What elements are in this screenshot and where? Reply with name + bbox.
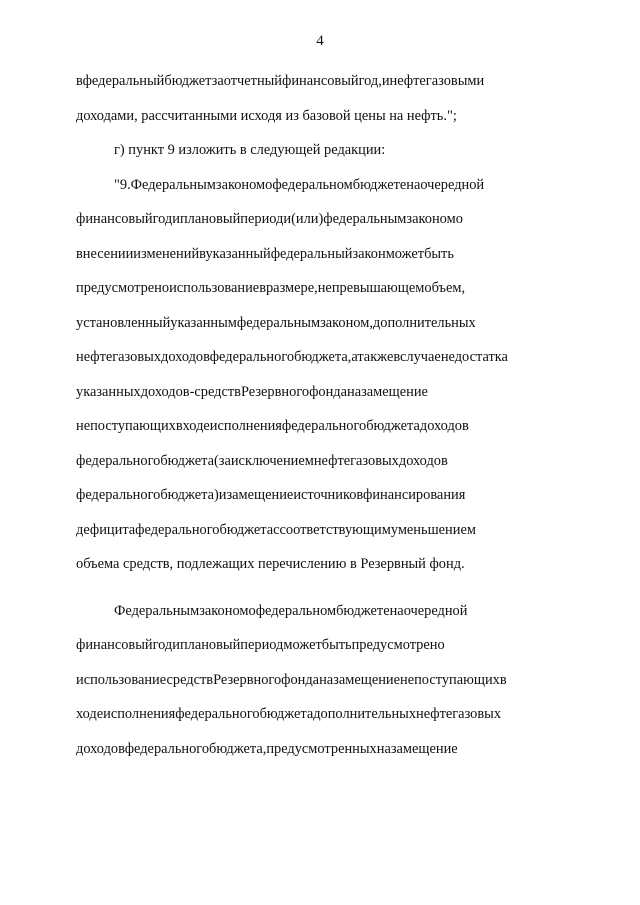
text-line-2: доходами, рассчитанными исходя из базовой цены на нефть."; (76, 107, 457, 124)
word: на (319, 671, 334, 688)
word: не (76, 418, 91, 434)
word: дефицита (76, 521, 136, 538)
word: бюджета, (294, 349, 352, 365)
text-line-13 (76, 478, 559, 513)
word: в (393, 349, 401, 365)
word: год (152, 637, 173, 653)
word: бюджета, (209, 740, 267, 757)
word: средств (166, 671, 214, 688)
word: фонда (281, 671, 320, 688)
word: бюджета (259, 706, 314, 722)
word: отчетный (223, 73, 283, 89)
word: бюджете (352, 176, 407, 193)
word: ходе (76, 706, 104, 722)
word: нефтегазовыми (389, 73, 485, 89)
word: указанным (170, 314, 237, 331)
word: фонда (309, 383, 347, 400)
word: доходов (419, 418, 469, 434)
word: о (265, 176, 273, 193)
word: предусмотрено (351, 637, 445, 653)
word: превышающем (331, 280, 425, 296)
word: федеральном (255, 602, 337, 619)
word: и (218, 487, 227, 503)
word: Федеральным (114, 602, 200, 619)
word: год, (358, 73, 382, 89)
word: и (381, 73, 390, 89)
word: и (172, 211, 180, 227)
text-line-15: объема средств, подлежащих перечислению в Резервный фонд. (76, 556, 465, 572)
word: период (240, 211, 284, 227)
word: федерального (76, 487, 161, 503)
word: очередной (403, 602, 468, 619)
text-line-8 (76, 306, 559, 341)
paragraph-gap (76, 582, 559, 594)
word: федеральный (82, 73, 165, 89)
word: объем, (424, 280, 466, 296)
word: быть (321, 637, 352, 653)
word: законом (406, 211, 456, 227)
word: федерального (124, 740, 210, 757)
word: в (499, 671, 507, 688)
word: замещение (361, 383, 428, 400)
word: замещение (390, 740, 458, 757)
word: плановый (179, 211, 241, 227)
text-line-10 (76, 375, 559, 410)
word: не (400, 671, 415, 688)
word: о (455, 211, 463, 227)
word: исполнения (103, 706, 176, 722)
text-line-9 (76, 340, 559, 375)
word: а (351, 349, 358, 365)
word: "9. (114, 176, 131, 193)
word: за (211, 73, 224, 89)
word: указанный (205, 245, 271, 262)
word: замещение (333, 671, 400, 688)
word: исключением (230, 452, 314, 469)
word: поступающих (90, 418, 176, 434)
word: федерального (135, 521, 220, 538)
word: законом (199, 602, 249, 619)
word: на (376, 740, 391, 757)
word: указанных (76, 383, 141, 400)
word: на (389, 602, 404, 619)
word: быть (424, 245, 454, 262)
word: федеральном (272, 176, 353, 193)
word: бюджета (160, 452, 214, 469)
word: федеральным (236, 314, 321, 331)
word: и (172, 637, 180, 653)
word: федерального (281, 418, 367, 434)
word: использование (76, 671, 167, 688)
text-line-17 (76, 628, 559, 663)
word: исполнения (209, 418, 282, 434)
word: на (347, 383, 362, 400)
document-body (76, 64, 559, 766)
word: случае (400, 349, 441, 365)
text-line-7 (76, 271, 559, 306)
word: может (385, 245, 425, 262)
word: уменьшением (390, 521, 476, 538)
word: недостатка (440, 349, 508, 365)
word: федерального (76, 452, 161, 469)
word: год (152, 211, 173, 227)
word: внесении (76, 245, 134, 262)
word: бюджета (219, 521, 274, 538)
word: финансовый (76, 211, 153, 227)
word: нефтегазовых (313, 452, 399, 469)
word: с (273, 521, 280, 538)
word: бюджет (164, 73, 212, 89)
word: в (76, 73, 83, 89)
text-line-1 (76, 64, 559, 99)
text-line-12 (76, 444, 559, 479)
word: финансирования (363, 487, 466, 503)
word: - (189, 383, 195, 400)
word: (за (213, 452, 231, 469)
word: доходов (76, 740, 125, 757)
word: дополнительных (372, 314, 476, 331)
word: плановый (179, 637, 241, 653)
text-line-5 (76, 202, 559, 237)
word: федеральный (270, 245, 353, 262)
word: финансовый (76, 637, 153, 653)
word: дополнительных (313, 706, 417, 722)
text-line-14 (76, 513, 559, 548)
text-line-16 (76, 594, 559, 629)
text-line-6 (76, 237, 559, 272)
word: установленный (76, 314, 171, 331)
page-number: 4 (316, 33, 324, 49)
word: доходов (140, 383, 190, 400)
text-line-3: г) пункт 9 изложить в следующей редакции: (114, 142, 386, 158)
word: предусмотрено (76, 280, 170, 296)
word: федерального (209, 349, 295, 365)
word: использование (169, 280, 260, 296)
word: нефтегазовых (76, 349, 162, 365)
word: о (248, 602, 256, 619)
text-line-18 (76, 663, 559, 698)
word: и (283, 211, 292, 227)
word: размере, (265, 280, 318, 296)
word: бюджета (366, 418, 420, 434)
word: источников (293, 487, 364, 503)
word: Федеральным (130, 176, 216, 193)
word: замещение (226, 487, 294, 503)
word: не (317, 280, 332, 296)
word: может (283, 637, 322, 653)
word: бюджете (336, 602, 390, 619)
text-line-20 (76, 732, 559, 767)
word: ходе (182, 418, 210, 434)
word: соответствующим (279, 521, 391, 538)
word: средств (194, 383, 241, 400)
word: поступающих (414, 671, 500, 688)
word: финансовый (282, 73, 359, 89)
word: федерального (175, 706, 260, 722)
word: также (357, 349, 394, 365)
word: Резервного (213, 671, 282, 688)
word: законом (215, 176, 266, 193)
word: законом, (320, 314, 373, 331)
word: на (406, 176, 421, 193)
text-line-19 (76, 697, 559, 732)
word: очередной (420, 176, 485, 193)
word: бюджета) (160, 487, 219, 503)
word: закон (352, 245, 386, 262)
word: доходов (398, 452, 448, 469)
word: доходов (161, 349, 210, 365)
text-line-11 (76, 409, 559, 444)
word: изменений (133, 245, 200, 262)
text-line-4 (76, 168, 559, 203)
word: в (259, 280, 266, 296)
word: нефтегазовых (416, 706, 502, 722)
word: в (199, 245, 206, 262)
word: (или) (291, 211, 324, 227)
word: период (240, 637, 284, 653)
word: Резервного (240, 383, 310, 400)
word: предусмотренных (266, 740, 377, 757)
word: в (175, 418, 183, 434)
word: федеральным (323, 211, 407, 227)
